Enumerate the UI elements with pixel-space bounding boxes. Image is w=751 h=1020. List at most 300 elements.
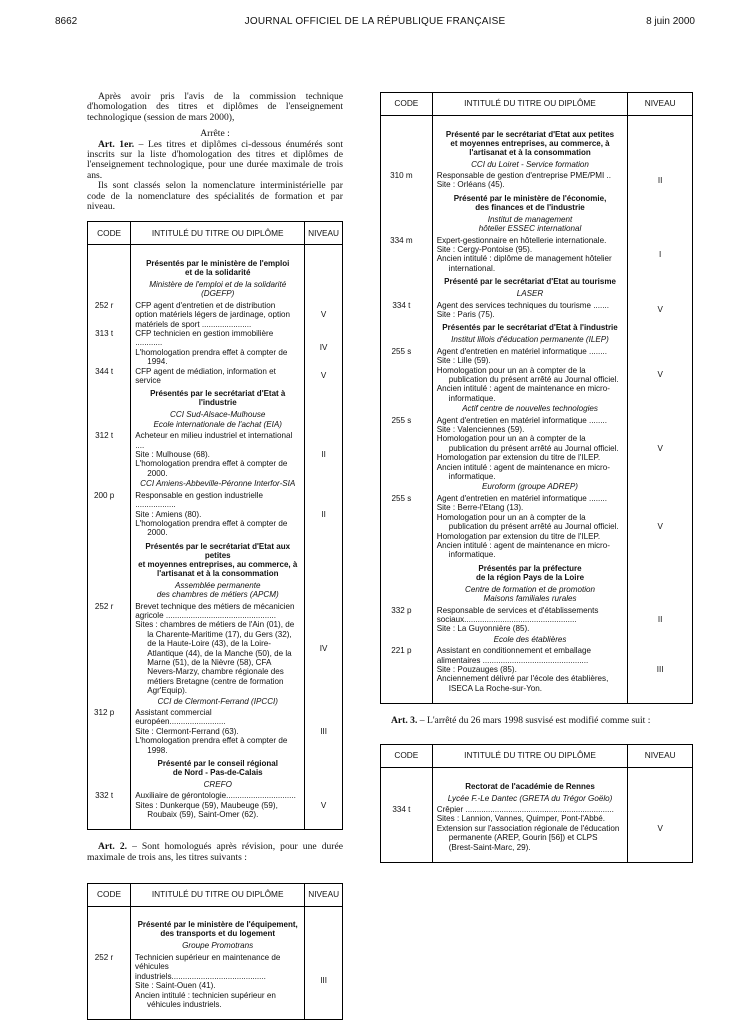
row-line: Site : Clermont-Ferrand (63).: [135, 726, 239, 736]
organisation-row: [88, 580, 343, 602]
row-line: Sites : chambres de métiers de l'Ain (01), de la Charente-Maritime (17), du Gers (32), de la Haute-Loire (43), de la Loire-Atlantique (44), de la Manche (50), de la Marne (51), de la Nièvre (58), CFA Nevers-Marzy, chambre régionale des métiers Bretagne (centre de formation Agr'Equip).: [135, 620, 295, 696]
row-level: V: [628, 347, 693, 403]
heading-line: CCI Amiens-Abbeville-Péronne Interfor-SIA: [140, 479, 296, 489]
heading-line: de Nord - Pas-de-Calais: [172, 768, 263, 778]
row-title: [131, 953, 305, 1009]
row-title: [131, 791, 305, 819]
blank-cell: [88, 409, 131, 431]
table-row: [88, 791, 343, 819]
row-line: Assistant commercial européen.........................: [135, 708, 226, 727]
table-row: [88, 329, 343, 367]
spacer-cell: [305, 906, 343, 916]
heading-line: Présenté par le ministère de l'économie,: [453, 193, 607, 203]
table-row: [381, 171, 693, 190]
blank-cell: [88, 696, 131, 708]
issuer-heading: [131, 755, 305, 779]
row-title: [131, 329, 305, 367]
issuer-row: [88, 255, 343, 279]
blank-cell: [381, 319, 433, 334]
organisation-row: [381, 159, 693, 171]
issuer-heading: [131, 385, 305, 409]
row-code: 255 s: [381, 347, 433, 403]
organisation-row: [88, 779, 343, 791]
blank-cell: [305, 940, 343, 952]
row-code: 252 r: [88, 301, 131, 329]
blank-cell: [305, 916, 343, 940]
header-level: NIVEAU: [305, 222, 343, 245]
row-level: II: [305, 431, 343, 478]
row-level: II: [628, 171, 693, 190]
organisation-name: [131, 696, 305, 708]
organisation-name: [432, 334, 628, 346]
issuer-heading: [432, 319, 628, 334]
blank-cell: [628, 584, 693, 606]
blank-cell: [381, 778, 433, 793]
blank-cell: [628, 793, 693, 805]
article-1-text: – Les titres et diplômes ci-dessous énumérés sont inscrits sur la liste d'homologation des titres et diplômes de l'enseignement technologique, pour une durée maximale de trois ans.: [87, 138, 343, 181]
row-code: 312 t: [88, 431, 131, 478]
homologation-table-2: [87, 883, 343, 1020]
blank-cell: [628, 634, 693, 646]
row-level: V: [305, 301, 343, 329]
row-line: Site : Berre-l'Etang (13).: [436, 503, 524, 513]
row-line: Site : Orléans (45).: [436, 180, 505, 190]
heading-line: hôtelier ESSEC international: [478, 224, 582, 234]
spacer-cell: [381, 852, 433, 862]
blank-cell: [381, 214, 433, 236]
row-line: Crêpier ..................................................................: [436, 805, 614, 814]
homologation-table-1: [87, 221, 343, 830]
blank-cell: [88, 755, 131, 779]
row-line: Agent d'entretien en matériel informatique ........: [436, 415, 607, 425]
heading-line: Rectorat de l'académie de Rennes: [465, 781, 595, 791]
row-code: 334 t: [381, 301, 433, 320]
organisation-name: [432, 481, 628, 493]
heading-line: Euroform (groupe ADREP): [482, 482, 578, 492]
spacer-cell: [381, 116, 433, 126]
row-line: Anciennement délivré par l'école des établières, ISECA La Roche-sur-Yon.: [436, 674, 609, 693]
header-code: CODE: [381, 745, 433, 768]
organisation-row: [381, 634, 693, 646]
blank-cell: [628, 560, 693, 584]
heading-line: Institut lillois d'éducation permanente (ILEP): [451, 335, 609, 345]
issuer-row: [88, 538, 343, 580]
table-row: [88, 301, 343, 329]
article-1-label: Art. 1er.: [98, 138, 135, 150]
row-line: Site : Paris (75).: [436, 309, 495, 319]
blank-cell: [305, 478, 343, 490]
heading-line: Ecole des établières: [493, 634, 567, 644]
organisation-row: [381, 793, 693, 805]
heading-line: CCI du Loiret - Service formation: [471, 159, 589, 169]
classification-paragraph: Ils sont classés selon la nomenclature interministérielle par code de la nomenclature des spécialités de formation et par niveau.: [87, 180, 343, 213]
organisation-row: [381, 214, 693, 236]
row-code: 221 p: [381, 646, 433, 693]
row-line: Site : Mulhouse (68).: [135, 450, 210, 460]
header-title: INTITULÉ DU TITRE OU DIPLÔME: [432, 93, 628, 116]
heading-line: Présentés par la préfecture: [478, 563, 582, 573]
table-row: [381, 646, 693, 693]
header-code: CODE: [381, 93, 433, 116]
row-code: 200 p: [88, 491, 131, 538]
row-line: Technicien supérieur en maintenance de véhicules industriels..........................................: [135, 952, 281, 981]
row-line: Site : Cergy-Pontoise (95).: [436, 244, 533, 254]
heading-line: CCI de Clermont-Ferrand (IPCCI): [157, 696, 278, 706]
blank-cell: [88, 940, 131, 952]
heading-line: Institut de management: [487, 214, 573, 224]
organisation-row: [88, 279, 343, 301]
article-3-text: – L'arrêté du 26 mars 1998 susvisé est modifié comme suit :: [417, 714, 651, 726]
header-code: CODE: [88, 883, 131, 906]
issuer-heading: [131, 916, 305, 940]
row-line: L'homologation prendra effet à compter de 1994.: [135, 347, 288, 367]
heading-line: et moyennes entreprises, au commerce, à: [138, 559, 298, 569]
issuer-heading: [432, 560, 628, 584]
heading-line: CREFO: [203, 780, 232, 790]
heading-line: CCI Sud-Alsace-Mulhouse: [170, 410, 266, 420]
organisation-name: [131, 478, 305, 490]
organisation-row: [88, 696, 343, 708]
row-line: Site : La Guyonnière (85).: [436, 624, 530, 634]
issuer-row: [88, 916, 343, 940]
blank-cell: [381, 793, 433, 805]
row-level: V: [628, 494, 693, 560]
heading-line: Présentés par le secrétariat d'Etat aux petites: [145, 541, 291, 560]
blank-cell: [628, 126, 693, 159]
spacer-cell: [628, 852, 693, 862]
row-line: Ancien intitulé : technicien supérieur en véhicules industriels.: [135, 990, 276, 1009]
blank-cell: [305, 779, 343, 791]
row-level: V: [305, 791, 343, 819]
row-title: [131, 708, 305, 755]
organisation-name: [131, 409, 305, 431]
spacer-cell: [381, 693, 433, 703]
issuer-row: [381, 778, 693, 793]
heading-line: Présentés par le secrétariat d'Etat à l'industrie: [442, 323, 618, 333]
blank-cell: [628, 481, 693, 493]
spacer-cell: [381, 768, 433, 778]
row-line: Responsable de gestion d'entreprise PME/PMI ..: [436, 170, 612, 180]
row-level: IV: [305, 602, 343, 696]
blank-cell: [628, 319, 693, 334]
article-2-text: – Sont homologués après révision, pour une durée maximale de trois ans, les titres suivants :: [87, 841, 343, 863]
homologation-table-3: [380, 92, 693, 704]
blank-cell: [88, 255, 131, 279]
blank-cell: [88, 580, 131, 602]
table-row: [88, 953, 343, 1009]
heading-line: Présenté par le secrétariat d'Etat aux petites: [445, 129, 615, 139]
heading-line: Actif centre de nouvelles technologies: [462, 404, 598, 414]
article-3-label: Art. 3.: [391, 714, 418, 726]
spacer-cell: [88, 906, 131, 916]
row-line: Homologation pour un an à compter de la publication du présent arrêté au Journal officiel.: [436, 512, 619, 532]
issuer-row: [88, 755, 343, 779]
blank-cell: [305, 580, 343, 602]
spacer-cell: [628, 768, 693, 778]
article-1: [87, 140, 343, 182]
blank-cell: [381, 584, 433, 606]
row-code: 255 s: [381, 416, 433, 482]
row-code: 344 t: [88, 367, 131, 386]
article-3: [380, 716, 693, 726]
row-code: 334 t: [381, 805, 433, 852]
blank-cell: [628, 273, 693, 288]
organisation-name: [432, 214, 628, 236]
issuer-row: [381, 560, 693, 584]
table-row: [88, 602, 343, 696]
spacer-cell: [628, 116, 693, 126]
heading-line: Présenté par le secrétariat d'Etat au tourisme: [444, 277, 616, 287]
issuer-row: [381, 190, 693, 214]
blank-cell: [381, 334, 433, 346]
row-line: Homologation par extension du titre de l'ILEP.: [436, 531, 601, 541]
row-level: V: [628, 805, 693, 852]
row-line: Ancien intitulé : agent de maintenance en micro-informatique.: [436, 540, 610, 560]
organisation-name: [432, 634, 628, 646]
blank-cell: [381, 126, 433, 159]
blank-cell: [381, 634, 433, 646]
spacer-cell: [131, 906, 305, 916]
row-line: Homologation pour un an à compter de la publication du présent arrêté au Journal officiel.: [436, 434, 619, 453]
issuer-heading: [432, 126, 628, 159]
row-level: IV: [305, 329, 343, 367]
spacer-cell: [432, 693, 628, 703]
row-line: Site : Amiens (80).: [135, 509, 202, 519]
intro-paragraph: Après avoir pris l'avis de la commission technique d'homologation des titres et diplômes de l'enseignement technologique (session de mars 2000),: [87, 91, 343, 123]
row-line: Sites : Dunkerque (59), Maubeuge (59), Roubaix (59), Saint-Omer (62).: [135, 800, 278, 820]
blank-cell: [305, 696, 343, 708]
row-title: [432, 416, 628, 482]
spacer-cell: [131, 820, 305, 830]
organisation-row: [381, 481, 693, 493]
heading-line: LASER: [516, 289, 544, 299]
blank-cell: [305, 538, 343, 580]
table-row: [381, 805, 693, 852]
row-title: [432, 171, 628, 190]
table-row: [88, 491, 343, 538]
row-line: Auxiliaire de gérontologie...............................: [135, 791, 296, 801]
blank-cell: [628, 190, 693, 214]
issuer-heading: [432, 778, 628, 793]
organisation-name: [131, 779, 305, 791]
heading-line: Présentés par le secrétariat d'Etat à l'industrie: [150, 389, 286, 408]
publication-date: 8 juin 2000: [646, 16, 695, 27]
row-level: III: [305, 953, 343, 1009]
row-line: Site : Pouzauges (85).: [436, 664, 517, 674]
table-row: [381, 494, 693, 560]
row-code: 332 p: [381, 606, 433, 634]
spacer-cell: [131, 245, 305, 255]
spacer-cell: [432, 116, 628, 126]
heading-line: Ministère de l'emploi et de la solidarité: [149, 279, 287, 289]
header-title: INTITULÉ DU TITRE OU DIPLÔME: [131, 883, 305, 906]
spacer-cell: [88, 245, 131, 255]
page-header: [55, 16, 695, 32]
blank-cell: [305, 255, 343, 279]
row-line: Acheteur en milieu industriel et international ....: [135, 431, 293, 450]
blank-cell: [305, 409, 343, 431]
spacer-cell: [628, 693, 693, 703]
row-code: 252 r: [88, 953, 131, 1009]
header-code: CODE: [88, 222, 131, 245]
blank-cell: [381, 190, 433, 214]
row-title: [131, 431, 305, 478]
issuer-heading: [432, 273, 628, 288]
row-title: [432, 347, 628, 403]
heading-line: des transports et du logement: [160, 929, 276, 939]
page-number: 8662: [55, 16, 78, 27]
arrete-heading: Arrête :: [200, 128, 230, 140]
heading-line: Ecole internationale de l'achat (EIA): [153, 419, 282, 429]
issuer-heading: [131, 538, 305, 580]
row-title: [432, 646, 628, 693]
row-title: [432, 301, 628, 320]
issuer-heading: [432, 190, 628, 214]
row-line: L'homologation prendra effet à compter de 2000.: [135, 518, 288, 538]
row-line: Agent des services techniques du tourisme .......: [436, 300, 610, 310]
row-code: 312 p: [88, 708, 131, 755]
blank-cell: [88, 538, 131, 580]
heading-line: Maisons familiales rurales: [483, 594, 577, 604]
organisation-name: [432, 403, 628, 415]
blank-cell: [88, 779, 131, 791]
blank-cell: [88, 478, 131, 490]
row-title: [432, 606, 628, 634]
organisation-name: [131, 580, 305, 602]
organisation-row: [88, 940, 343, 952]
blank-cell: [628, 288, 693, 300]
row-line: Ancien intitulé : agent de maintenance en micro-informatique.: [436, 462, 610, 482]
row-code: 313 t: [88, 329, 131, 367]
spacer-cell: [305, 820, 343, 830]
row-line: Agent d'entretien en matériel informatique ........: [436, 346, 607, 356]
row-line: Site : Saint-Ouen (41).: [135, 981, 216, 991]
spacer-cell: [131, 1009, 305, 1019]
right-column: [380, 92, 693, 863]
issuer-row: [381, 319, 693, 334]
organisation-name: [131, 279, 305, 301]
row-code: 255 s: [381, 494, 433, 560]
header-title: INTITULÉ DU TITRE OU DIPLÔME: [432, 745, 628, 768]
organisation-row: [88, 409, 343, 431]
table-row: [381, 416, 693, 482]
heading-line: et de la solidarité: [185, 267, 251, 277]
table-row: [381, 236, 693, 274]
header-level: NIVEAU: [628, 93, 693, 116]
blank-cell: [88, 916, 131, 940]
issuer-row: [88, 385, 343, 409]
row-line: Brevet technique des métiers de mécanicien agricole .................................................: [135, 601, 295, 620]
blank-cell: [305, 755, 343, 779]
row-level: V: [305, 367, 343, 386]
row-line: Sites : Lannion, Vannes, Quimper, Pont-l'Abbé.: [436, 814, 606, 824]
row-line: Responsable de services et d'établissements sociaux..................................................: [436, 605, 599, 624]
blank-cell: [88, 385, 131, 409]
row-level: III: [305, 708, 343, 755]
heading-line: (DGEFP): [201, 289, 235, 299]
row-line: CFP technicien en gestion immobilière ............: [135, 329, 274, 348]
heading-line: Centre de formation et de promotion: [465, 584, 596, 594]
row-code: 334 m: [381, 236, 433, 274]
organisation-row: [88, 478, 343, 490]
heading-line: des chambres de métiers (APCM): [156, 590, 279, 600]
blank-cell: [381, 481, 433, 493]
journal-title: JOURNAL OFFICIEL DE LA RÉPUBLIQUE FRANÇAISE: [244, 16, 506, 27]
organisation-name: [432, 159, 628, 171]
heading-line: Présentés par le ministère de l'emploi: [146, 258, 290, 268]
row-line: Ancien intitulé : agent de maintenance en micro-informatique.: [436, 384, 610, 403]
heading-line: Assemblée permanente: [174, 580, 261, 590]
row-line: L'homologation prendra effet à compter de 1998.: [135, 736, 288, 755]
organisation-row: [381, 403, 693, 415]
row-line: Assistant en conditionnement et emballage alimentaires ...............................................: [436, 646, 592, 665]
heading-line: des finances et de l'industrie: [475, 202, 585, 212]
row-line: Responsable en gestion industrielle ..................: [135, 490, 264, 510]
blank-cell: [628, 334, 693, 346]
row-title: [131, 491, 305, 538]
row-line: Homologation par extension du titre de l'ILEP.: [436, 453, 601, 463]
blank-cell: [628, 159, 693, 171]
row-line: Extension sur l'association régionale de l'éducation permanente (AREP, Gourin [56]) et CLPS (Brest-Saint-Marc, 29).: [436, 823, 620, 852]
organisation-row: [381, 288, 693, 300]
heading-line: Groupe Promotrans: [182, 941, 254, 951]
organisation-name: [432, 584, 628, 606]
table-row: [381, 347, 693, 403]
header-level: NIVEAU: [305, 883, 343, 906]
row-line: Homologation pour un an à compter de la publication du présent arrêté au Journal officiel.: [436, 365, 619, 384]
spacer-cell: [305, 1009, 343, 1019]
spacer-cell: [88, 1009, 131, 1019]
heading-line: l'artisanat et à la consommation: [469, 147, 591, 157]
left-column: [87, 92, 343, 1020]
header-level: NIVEAU: [628, 745, 693, 768]
spacer-cell: [432, 768, 628, 778]
blank-cell: [88, 279, 131, 301]
row-level: II: [628, 606, 693, 634]
row-title: [131, 301, 305, 329]
header-title: INTITULÉ DU TITRE OU DIPLÔME: [131, 222, 305, 245]
blank-cell: [305, 279, 343, 301]
organisation-name: [131, 940, 305, 952]
table-row: [88, 708, 343, 755]
row-line: CFP agent d'entretien et de distribution option matériels légers de jardinage, option matériels de sport ......................: [135, 300, 291, 329]
row-line: CFP agent de médiation, information et service: [135, 366, 276, 386]
blank-cell: [628, 778, 693, 793]
organisation-row: [381, 584, 693, 606]
article-2-label: Art. 2.: [98, 841, 128, 853]
article-2: [87, 842, 343, 863]
issuer-row: [381, 273, 693, 288]
heading-line: Présenté par le conseil régional: [157, 759, 278, 769]
organisation-name: [432, 288, 628, 300]
blank-cell: [305, 385, 343, 409]
row-line: L'homologation prendra effet à compter de 2000.: [135, 459, 288, 478]
row-level: I: [628, 236, 693, 274]
row-line: Agent d'entretien en matériel informatique ........: [436, 493, 607, 503]
blank-cell: [381, 273, 433, 288]
row-level: V: [628, 301, 693, 320]
spacer-cell: [432, 852, 628, 862]
issuer-heading: [131, 255, 305, 279]
table-row: [88, 367, 343, 386]
spacer-cell: [305, 245, 343, 255]
heading-line: et moyennes entreprises, au commerce, à: [450, 138, 610, 148]
row-line: Expert-gestionnaire en hôtellerie internationale.: [436, 235, 607, 245]
row-code: 332 t: [88, 791, 131, 819]
heading-line: de la région Pays de la Loire: [475, 572, 585, 582]
row-title: [432, 494, 628, 560]
organisation-row: [381, 334, 693, 346]
